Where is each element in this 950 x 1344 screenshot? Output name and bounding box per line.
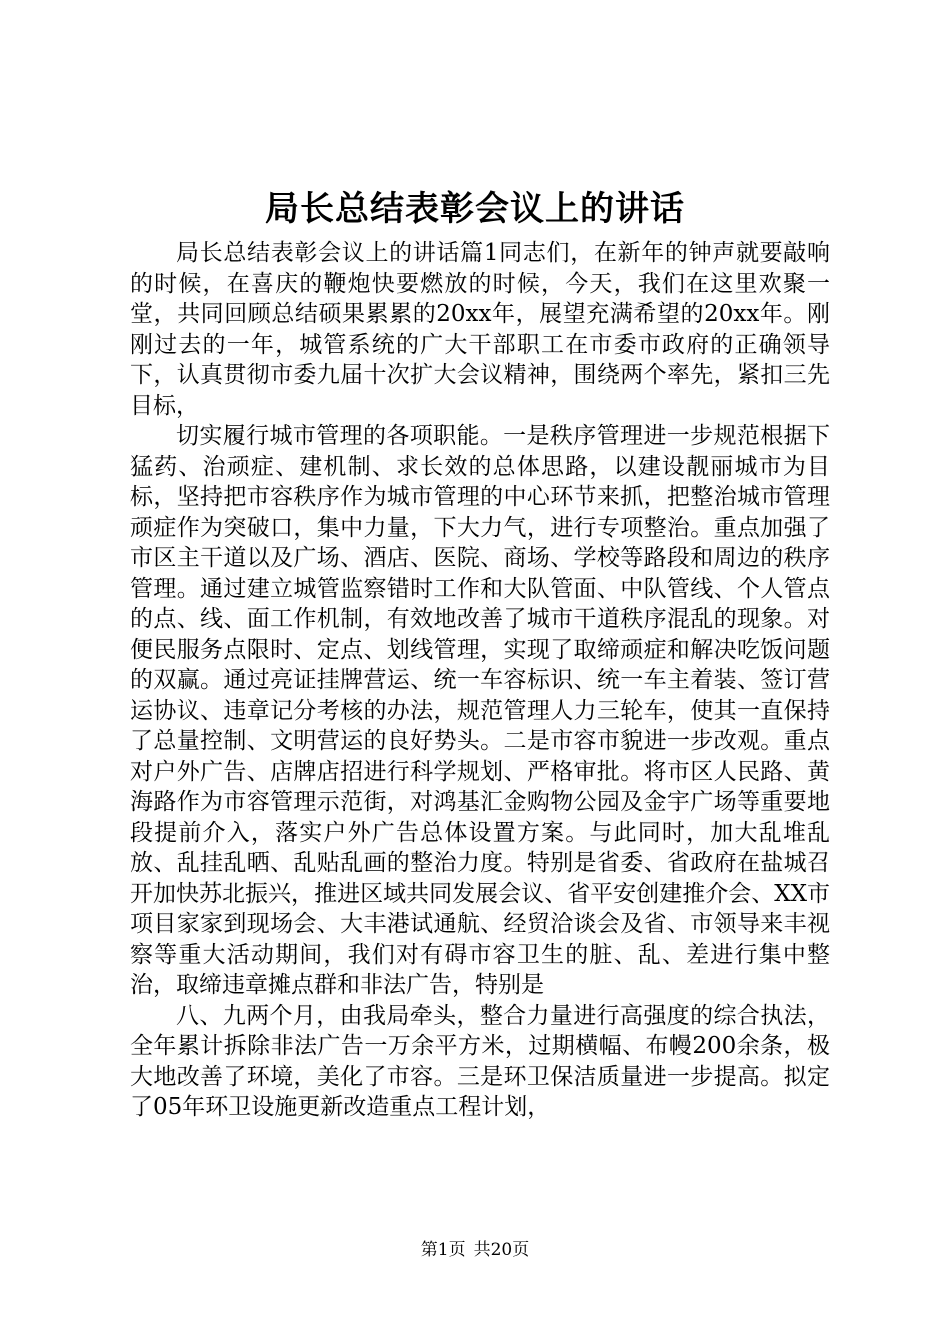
- paragraph-1: 局长总结表彰会议上的讲话篇1同志们，在新年的钟声就要敲响的时候，在喜庆的鞭炮快要燃放的时候，今天，我们在这里欢聚一堂，共同回顾总结硕果累累的20xx年，展望充满希望的20xx年。刚刚过去的一年，城管系统的广大干部职工在市委市政府的正确领导下，认真贯彻市委九届十次扩大会议精神，围绕两个率先，紧扣三先目标，: [130, 240, 830, 419]
- document-title: 局长总结表彰会议上的讲话: [265, 189, 685, 229]
- paragraph-2: 切实履行城市管理的各项职能。一是秩序管理进一步规范根据下猛药、治顽症、建机制、求长效的总体思路，以建设靓丽城市为目标，坚持把市容秩序作为城市管理的中心环节来抓，把整治城市管理顽症作为突破口，集中力量，下大力气，进行专项整治。重点加强了市区主干道以及广场、酒店、医院、商场、学校等路段和周边的秩序管理。通过建立城管监察错时工作和大队管面、中队管线、个人管点的点、线、面工作机制，有效地改善了城市干道秩序混乱的现象。对便民服务点限时、定点、划线管理，实现了取缔顽症和解决吃饭问题的双赢。通过亮证挂牌营运、统一车容标识、统一车主着装、签订营运协议、违章记分考核的办法，规范管理人力三轮车，使其一直保持了总量控制、文明营运的良好势头。二是市容市貌进一步改观。重点对户外广告、店牌店招进行科学规划、严格审批。将市区人民路、黄海路作为市容管理示范街，对鸿基汇金购物公园及金宇广场等重要地段提前介入，落实户外广告总体设置方案。与此同时，加大乱堆乱放、乱挂乱晒、乱贴乱画的整治力度。特别是省委、省政府在盐城召开加快苏北振兴，推进区域共同发展会议、省平安创建推介会、XX市项目家家到现场会、大丰港试通航、经贸洽谈会及省、市领导来丰视察等重大活动期间，我们对有碍市容卫生的脏、乱、差进行集中整治，取缔违章摊点群和非法广告，特别是: [130, 423, 830, 998]
- page-number: 第1页: [420, 1240, 466, 1260]
- document-body: [130, 238, 830, 1123]
- paragraph-3: 八、九两个月，由我局牵头，整合力量进行高强度的综合执法，全年累计拆除非法广告一万余平方米，过期横幅、布幔200余条，极大地改善了环境，美化了市容。三是环卫保洁质量进一步提高。拟定了05年环卫设施更新改造重点工程计划，: [130, 1002, 830, 1120]
- page-footer: [0, 1238, 950, 1262]
- page-total: 共20页: [473, 1240, 530, 1260]
